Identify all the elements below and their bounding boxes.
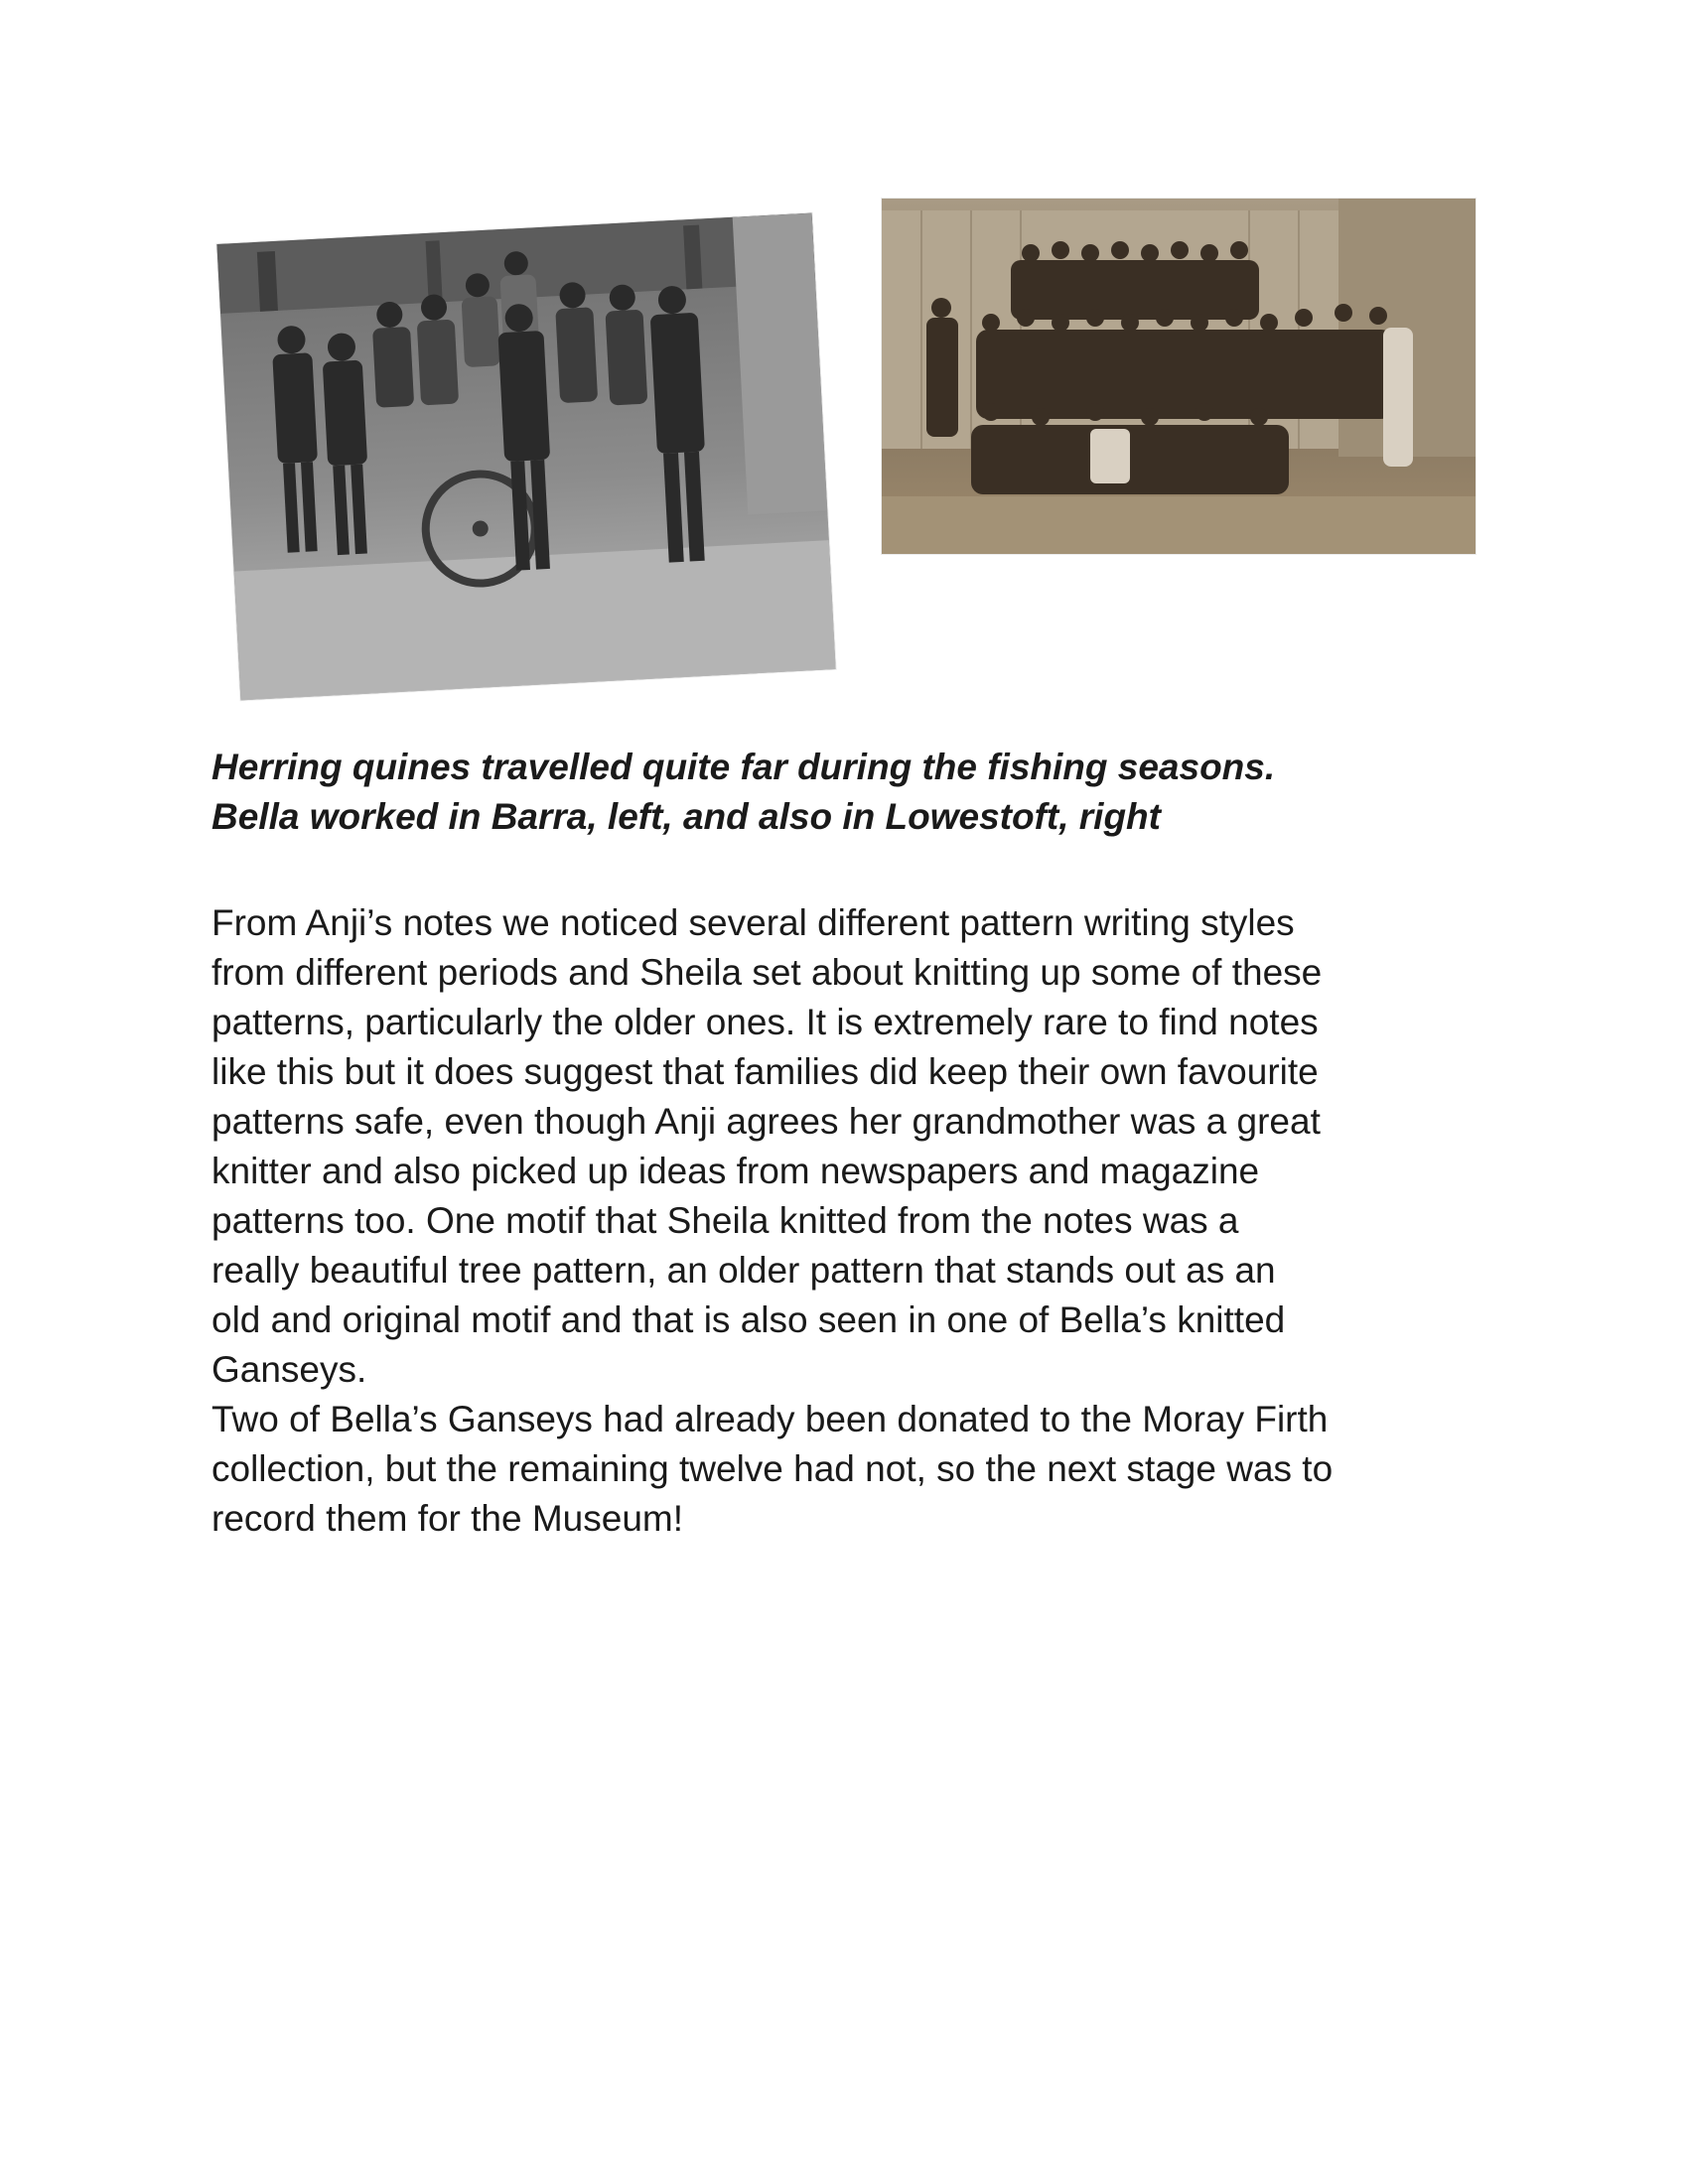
body-line: from different periods and Sheila set about knitting up some of these [211, 952, 1323, 993]
body-line: patterns too. One motif that Sheila knitted from the notes was a [211, 1200, 1239, 1241]
body-line: patterns, particularly the older ones. It is extremely rare to find notes [211, 1002, 1319, 1042]
body-line: Ganseys. [211, 1349, 367, 1390]
body-line: like this but it does suggest that families did keep their own favourite [211, 1051, 1319, 1092]
body-line: knitter and also picked up ideas from newspapers and magazine [211, 1151, 1260, 1191]
body-line: really beautiful tree pattern, an older pattern that stands out as an [211, 1250, 1276, 1291]
body-line: collection, but the remaining twelve had not, so the next stage was to [211, 1448, 1334, 1489]
barra-photo-illustration [216, 213, 835, 701]
body-line: Two of Bella’s Ganseys had already been donated to the Moray Firth [211, 1399, 1329, 1439]
body-line: From Anji’s notes we noticed several different pattern writing styles [211, 902, 1295, 943]
body-paragraph [211, 898, 1512, 1544]
caption-line: Bella worked in Barra, left, and also in Lowestoft, right [211, 796, 1161, 837]
caption-line: Herring quines travelled quite far during the fishing seasons. [211, 747, 1276, 787]
lowestoft-group-photo [882, 199, 1476, 554]
lowestoft-photo-illustration [882, 199, 1476, 554]
body-line: patterns safe, even though Anji agrees her grandmother was a great [211, 1101, 1321, 1142]
body-line: record them for the Museum! [211, 1498, 684, 1539]
barra-group-photo [216, 213, 835, 701]
photo-caption [211, 743, 1502, 842]
body-line: old and original motif and that is also seen in one of Bella’s knitted [211, 1299, 1286, 1340]
